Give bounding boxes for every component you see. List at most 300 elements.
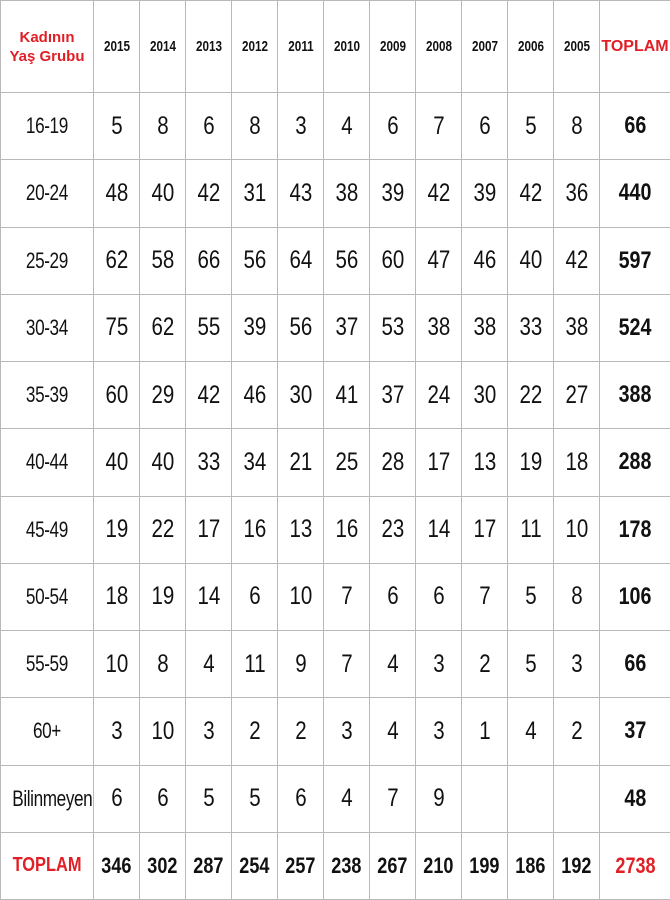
value-cell bbox=[278, 294, 324, 361]
value-text: 8 bbox=[248, 111, 261, 140]
value-cell bbox=[140, 362, 186, 429]
value-cell bbox=[554, 496, 600, 563]
value-text: 16 bbox=[243, 515, 266, 544]
value-text: 3 bbox=[570, 649, 583, 678]
value-cell bbox=[462, 698, 508, 765]
age-group-label: 25-29 bbox=[26, 247, 68, 273]
value-cell bbox=[462, 294, 508, 361]
value-cell bbox=[186, 93, 232, 160]
value-text: 38 bbox=[335, 178, 358, 207]
value-cell bbox=[186, 227, 232, 294]
column-total-value: 287 bbox=[193, 852, 224, 878]
value-cell bbox=[94, 496, 140, 563]
value-cell bbox=[508, 496, 554, 563]
value-cell bbox=[278, 429, 324, 496]
value-cell bbox=[324, 227, 370, 294]
value-cell bbox=[370, 631, 416, 698]
value-text: 9 bbox=[432, 784, 445, 813]
value-text: 4 bbox=[386, 649, 399, 678]
value-cell bbox=[508, 631, 554, 698]
column-total-cell bbox=[370, 832, 416, 899]
column-total-value: 210 bbox=[423, 852, 454, 878]
value-cell bbox=[278, 496, 324, 563]
value-text: 37 bbox=[335, 313, 358, 342]
value-text: 3 bbox=[432, 716, 445, 745]
column-total-value: 254 bbox=[239, 852, 270, 878]
year-header: 2015 bbox=[99, 1, 135, 93]
value-text: 1 bbox=[478, 716, 491, 745]
value-cell bbox=[324, 698, 370, 765]
value-text: 6 bbox=[386, 582, 399, 611]
value-text: 37 bbox=[381, 380, 404, 409]
value-cell bbox=[416, 563, 462, 630]
value-text: 17 bbox=[197, 515, 220, 544]
value-text: 42 bbox=[197, 178, 220, 207]
year-header: 2007 bbox=[467, 1, 503, 93]
age-group-label: 35-39 bbox=[26, 382, 68, 408]
value-text: 40 bbox=[151, 178, 174, 207]
value-text: 11 bbox=[243, 649, 266, 678]
value-text: 11 bbox=[519, 515, 542, 544]
age-group-cell bbox=[1, 294, 94, 361]
value-cell bbox=[370, 496, 416, 563]
value-text: 23 bbox=[381, 515, 404, 544]
column-total-value: 192 bbox=[561, 852, 592, 878]
value-text: 16 bbox=[335, 515, 358, 544]
value-cell bbox=[508, 429, 554, 496]
value-cell bbox=[94, 765, 140, 832]
age-group-cell bbox=[1, 563, 94, 630]
value-text: 4 bbox=[524, 716, 537, 745]
column-total-cell bbox=[462, 832, 508, 899]
value-cell bbox=[508, 294, 554, 361]
column-total-cell bbox=[232, 832, 278, 899]
row-total-value: 66 bbox=[624, 650, 646, 678]
value-text: 46 bbox=[473, 246, 496, 275]
value-text: 10 bbox=[105, 649, 128, 678]
row-total-cell bbox=[600, 362, 670, 429]
value-text: 33 bbox=[197, 447, 220, 476]
column-total-cell bbox=[94, 832, 140, 899]
value-text: 18 bbox=[105, 582, 128, 611]
value-text: 62 bbox=[151, 313, 174, 342]
value-cell bbox=[370, 93, 416, 160]
column-total-cell bbox=[324, 832, 370, 899]
value-cell bbox=[186, 362, 232, 429]
value-text: 25 bbox=[335, 447, 358, 476]
value-cell bbox=[324, 765, 370, 832]
value-text: 3 bbox=[432, 649, 445, 678]
grand-total-cell bbox=[600, 832, 670, 899]
value-text: 19 bbox=[105, 515, 128, 544]
table-row bbox=[1, 227, 670, 294]
row-total-value: 597 bbox=[618, 246, 652, 274]
value-text: 7 bbox=[340, 582, 353, 611]
age-group-cell bbox=[1, 227, 94, 294]
row-total-value: 388 bbox=[618, 381, 652, 409]
value-text: 53 bbox=[381, 313, 404, 342]
value-text: 2 bbox=[478, 649, 491, 678]
value-text: 38 bbox=[473, 313, 496, 342]
value-text: 3 bbox=[294, 111, 307, 140]
column-total-value: 238 bbox=[331, 852, 362, 878]
value-text: 22 bbox=[519, 380, 542, 409]
row-total-cell bbox=[600, 160, 670, 227]
value-cell bbox=[140, 698, 186, 765]
year-header: 2005 bbox=[559, 1, 595, 93]
table-row bbox=[1, 698, 670, 765]
value-cell bbox=[508, 698, 554, 765]
value-text: 6 bbox=[294, 784, 307, 813]
row-total-value: 440 bbox=[618, 179, 652, 207]
age-group-header-line2: Yaş Grubu bbox=[9, 47, 85, 65]
value-text: 22 bbox=[151, 515, 174, 544]
value-text: 38 bbox=[565, 313, 588, 342]
value-text: 27 bbox=[565, 380, 588, 409]
value-cell bbox=[554, 765, 600, 832]
value-text: 2 bbox=[248, 716, 261, 745]
age-group-header-line1: Kadının bbox=[19, 28, 75, 46]
row-total-cell bbox=[600, 429, 670, 496]
row-total-value: 178 bbox=[618, 515, 652, 543]
value-text: 7 bbox=[386, 784, 399, 813]
value-text: 7 bbox=[432, 111, 445, 140]
value-cell bbox=[508, 227, 554, 294]
row-total-cell bbox=[600, 765, 670, 832]
value-cell bbox=[416, 362, 462, 429]
value-text: 6 bbox=[386, 111, 399, 140]
value-cell bbox=[554, 294, 600, 361]
value-text: 4 bbox=[202, 649, 215, 678]
column-total-value: 199 bbox=[469, 852, 500, 878]
value-text: 5 bbox=[524, 111, 537, 140]
value-text: 56 bbox=[289, 313, 312, 342]
value-cell bbox=[186, 765, 232, 832]
value-cell bbox=[186, 429, 232, 496]
value-cell bbox=[140, 429, 186, 496]
value-text: 58 bbox=[151, 246, 174, 275]
value-cell bbox=[94, 160, 140, 227]
age-group-cell bbox=[1, 496, 94, 563]
value-text: 24 bbox=[427, 380, 450, 409]
value-cell bbox=[140, 631, 186, 698]
row-total-value: 37 bbox=[624, 717, 646, 745]
value-cell bbox=[462, 160, 508, 227]
column-total-row bbox=[1, 832, 670, 899]
age-group-label: 16-19 bbox=[26, 113, 68, 139]
table-row bbox=[1, 765, 670, 832]
value-text: 17 bbox=[427, 447, 450, 476]
year-header: 2009 bbox=[375, 1, 411, 93]
age-group-cell bbox=[1, 362, 94, 429]
value-text: 21 bbox=[289, 447, 312, 476]
value-cell bbox=[554, 563, 600, 630]
value-text: 8 bbox=[570, 111, 583, 140]
value-text: 40 bbox=[151, 447, 174, 476]
value-text: 28 bbox=[381, 447, 404, 476]
value-cell bbox=[370, 362, 416, 429]
value-cell bbox=[462, 429, 508, 496]
value-cell bbox=[278, 160, 324, 227]
value-text: 42 bbox=[197, 380, 220, 409]
value-text: 56 bbox=[243, 246, 266, 275]
value-cell bbox=[508, 93, 554, 160]
column-total-value: 267 bbox=[377, 852, 408, 878]
age-group-cell bbox=[1, 698, 94, 765]
table-row bbox=[1, 631, 670, 698]
value-text: 39 bbox=[381, 178, 404, 207]
year-header: 2010 bbox=[329, 1, 365, 93]
value-cell bbox=[278, 93, 324, 160]
year-header: 2006 bbox=[513, 1, 549, 93]
row-total-value: 524 bbox=[618, 313, 652, 341]
value-cell bbox=[370, 765, 416, 832]
value-cell bbox=[186, 496, 232, 563]
row-total-value: 48 bbox=[624, 784, 646, 812]
value-cell bbox=[370, 294, 416, 361]
value-text: 5 bbox=[248, 784, 261, 813]
value-text: 56 bbox=[335, 246, 358, 275]
value-text: 7 bbox=[340, 649, 353, 678]
column-total-cell bbox=[554, 832, 600, 899]
table-row bbox=[1, 294, 670, 361]
value-cell bbox=[416, 496, 462, 563]
value-cell bbox=[232, 563, 278, 630]
value-cell bbox=[416, 429, 462, 496]
year-header: 2008 bbox=[421, 1, 457, 93]
value-text: 6 bbox=[248, 582, 261, 611]
column-total-cell bbox=[278, 832, 324, 899]
value-cell bbox=[508, 160, 554, 227]
value-cell bbox=[278, 631, 324, 698]
value-cell bbox=[508, 765, 554, 832]
value-cell bbox=[232, 294, 278, 361]
value-text: 66 bbox=[197, 246, 220, 275]
value-cell bbox=[278, 765, 324, 832]
value-text: 5 bbox=[524, 582, 537, 611]
column-total-label-text: TOPLAM bbox=[12, 854, 82, 877]
value-cell bbox=[232, 631, 278, 698]
value-text: 30 bbox=[289, 380, 312, 409]
value-text: 46 bbox=[243, 380, 266, 409]
value-cell bbox=[416, 698, 462, 765]
age-group-label: 50-54 bbox=[26, 583, 68, 609]
value-cell bbox=[278, 698, 324, 765]
value-text: 10 bbox=[565, 515, 588, 544]
value-text: 8 bbox=[156, 649, 169, 678]
column-total-cell bbox=[140, 832, 186, 899]
value-text: 6 bbox=[156, 784, 169, 813]
value-text: 6 bbox=[478, 111, 491, 140]
table-row bbox=[1, 93, 670, 160]
column-total-value: 257 bbox=[285, 852, 316, 878]
value-cell bbox=[140, 496, 186, 563]
value-text: 14 bbox=[427, 515, 450, 544]
value-cell bbox=[140, 93, 186, 160]
value-cell bbox=[94, 698, 140, 765]
value-text: 2 bbox=[294, 716, 307, 745]
column-total-cell bbox=[416, 832, 462, 899]
value-text: 38 bbox=[427, 313, 450, 342]
value-cell bbox=[554, 698, 600, 765]
age-group-label: 40-44 bbox=[26, 449, 68, 475]
value-cell bbox=[232, 227, 278, 294]
value-text: 6 bbox=[110, 784, 123, 813]
value-cell bbox=[232, 698, 278, 765]
value-cell bbox=[554, 227, 600, 294]
age-group-cell bbox=[1, 160, 94, 227]
value-cell bbox=[324, 631, 370, 698]
column-total-value: 346 bbox=[101, 852, 132, 878]
value-text: 47 bbox=[427, 246, 450, 275]
value-cell bbox=[370, 698, 416, 765]
value-cell bbox=[462, 563, 508, 630]
value-cell bbox=[94, 362, 140, 429]
value-cell bbox=[278, 227, 324, 294]
value-text: 42 bbox=[427, 178, 450, 207]
value-cell bbox=[186, 698, 232, 765]
value-text: 36 bbox=[565, 178, 588, 207]
value-text: 64 bbox=[289, 246, 312, 275]
value-text: 18 bbox=[565, 447, 588, 476]
value-cell bbox=[462, 362, 508, 429]
value-cell bbox=[554, 160, 600, 227]
value-text: 33 bbox=[519, 313, 542, 342]
value-cell bbox=[370, 227, 416, 294]
value-text: 2 bbox=[570, 716, 583, 745]
value-cell bbox=[324, 496, 370, 563]
table-row bbox=[1, 362, 670, 429]
value-cell bbox=[278, 362, 324, 429]
value-text: 3 bbox=[202, 716, 215, 745]
grand-total-value: 2738 bbox=[614, 852, 656, 878]
table-row bbox=[1, 160, 670, 227]
age-group-cell bbox=[1, 429, 94, 496]
value-cell bbox=[186, 160, 232, 227]
row-total-value: 66 bbox=[624, 112, 646, 140]
value-text: 3 bbox=[110, 716, 123, 745]
value-cell bbox=[462, 631, 508, 698]
value-text: 14 bbox=[197, 582, 220, 611]
year-header: 2013 bbox=[191, 1, 227, 93]
value-cell bbox=[186, 294, 232, 361]
age-group-label: 60+ bbox=[33, 718, 61, 744]
value-text: 29 bbox=[151, 380, 174, 409]
value-text: 40 bbox=[519, 246, 542, 275]
value-text: 39 bbox=[473, 178, 496, 207]
value-cell bbox=[324, 362, 370, 429]
value-cell bbox=[370, 160, 416, 227]
value-cell bbox=[232, 429, 278, 496]
value-text: 4 bbox=[340, 111, 353, 140]
value-text: 48 bbox=[105, 178, 128, 207]
value-cell bbox=[94, 227, 140, 294]
header-row bbox=[1, 1, 670, 93]
age-group-label: Bilinmeyen bbox=[12, 785, 93, 811]
column-total-cell bbox=[508, 832, 554, 899]
value-cell bbox=[554, 93, 600, 160]
value-cell bbox=[462, 93, 508, 160]
value-cell bbox=[416, 227, 462, 294]
value-text: 13 bbox=[473, 447, 496, 476]
value-cell bbox=[140, 160, 186, 227]
value-text: 17 bbox=[473, 515, 496, 544]
value-text: 62 bbox=[105, 246, 128, 275]
row-total-value: 288 bbox=[618, 448, 652, 476]
value-cell bbox=[370, 563, 416, 630]
value-cell bbox=[140, 563, 186, 630]
value-cell bbox=[94, 429, 140, 496]
row-total-cell bbox=[600, 563, 670, 630]
value-cell bbox=[94, 563, 140, 630]
row-total-cell bbox=[600, 294, 670, 361]
value-cell bbox=[186, 631, 232, 698]
value-text: 39 bbox=[243, 313, 266, 342]
value-cell bbox=[232, 765, 278, 832]
age-group-cell bbox=[1, 631, 94, 698]
value-text: 6 bbox=[202, 111, 215, 140]
table-body bbox=[1, 93, 670, 900]
row-total-cell bbox=[600, 93, 670, 160]
value-text: 5 bbox=[202, 784, 215, 813]
value-cell bbox=[416, 160, 462, 227]
value-text: 6 bbox=[432, 582, 445, 611]
value-cell bbox=[324, 294, 370, 361]
age-group-header bbox=[1, 1, 94, 93]
year-header: 2011 bbox=[283, 1, 319, 93]
age-group-label: 45-49 bbox=[26, 516, 68, 542]
value-cell bbox=[462, 765, 508, 832]
value-text: 3 bbox=[340, 716, 353, 745]
value-text: 13 bbox=[289, 515, 312, 544]
year-header: 2014 bbox=[145, 1, 181, 93]
value-text: 31 bbox=[243, 178, 266, 207]
value-text: 75 bbox=[105, 313, 128, 342]
value-cell bbox=[186, 563, 232, 630]
value-cell bbox=[140, 227, 186, 294]
value-text: 19 bbox=[519, 447, 542, 476]
value-cell bbox=[416, 294, 462, 361]
total-header: TOPLAM bbox=[600, 1, 670, 93]
value-text: 9 bbox=[294, 649, 307, 678]
value-text: 34 bbox=[243, 447, 266, 476]
value-cell bbox=[94, 631, 140, 698]
value-cell bbox=[554, 362, 600, 429]
table-row bbox=[1, 496, 670, 563]
value-cell bbox=[140, 294, 186, 361]
value-cell bbox=[508, 563, 554, 630]
value-text: 4 bbox=[386, 716, 399, 745]
value-text: 19 bbox=[151, 582, 174, 611]
value-cell bbox=[462, 227, 508, 294]
row-total-cell bbox=[600, 227, 670, 294]
value-text: 42 bbox=[519, 178, 542, 207]
table-row bbox=[1, 563, 670, 630]
row-total-cell bbox=[600, 496, 670, 563]
year-header: 2012 bbox=[237, 1, 273, 93]
value-cell bbox=[232, 496, 278, 563]
row-total-cell bbox=[600, 631, 670, 698]
value-cell bbox=[416, 93, 462, 160]
value-cell bbox=[94, 294, 140, 361]
value-cell bbox=[278, 563, 324, 630]
value-cell bbox=[508, 362, 554, 429]
column-total-label bbox=[1, 832, 94, 899]
value-text: 5 bbox=[524, 649, 537, 678]
value-cell bbox=[232, 362, 278, 429]
value-text: 8 bbox=[570, 582, 583, 611]
value-cell bbox=[416, 765, 462, 832]
